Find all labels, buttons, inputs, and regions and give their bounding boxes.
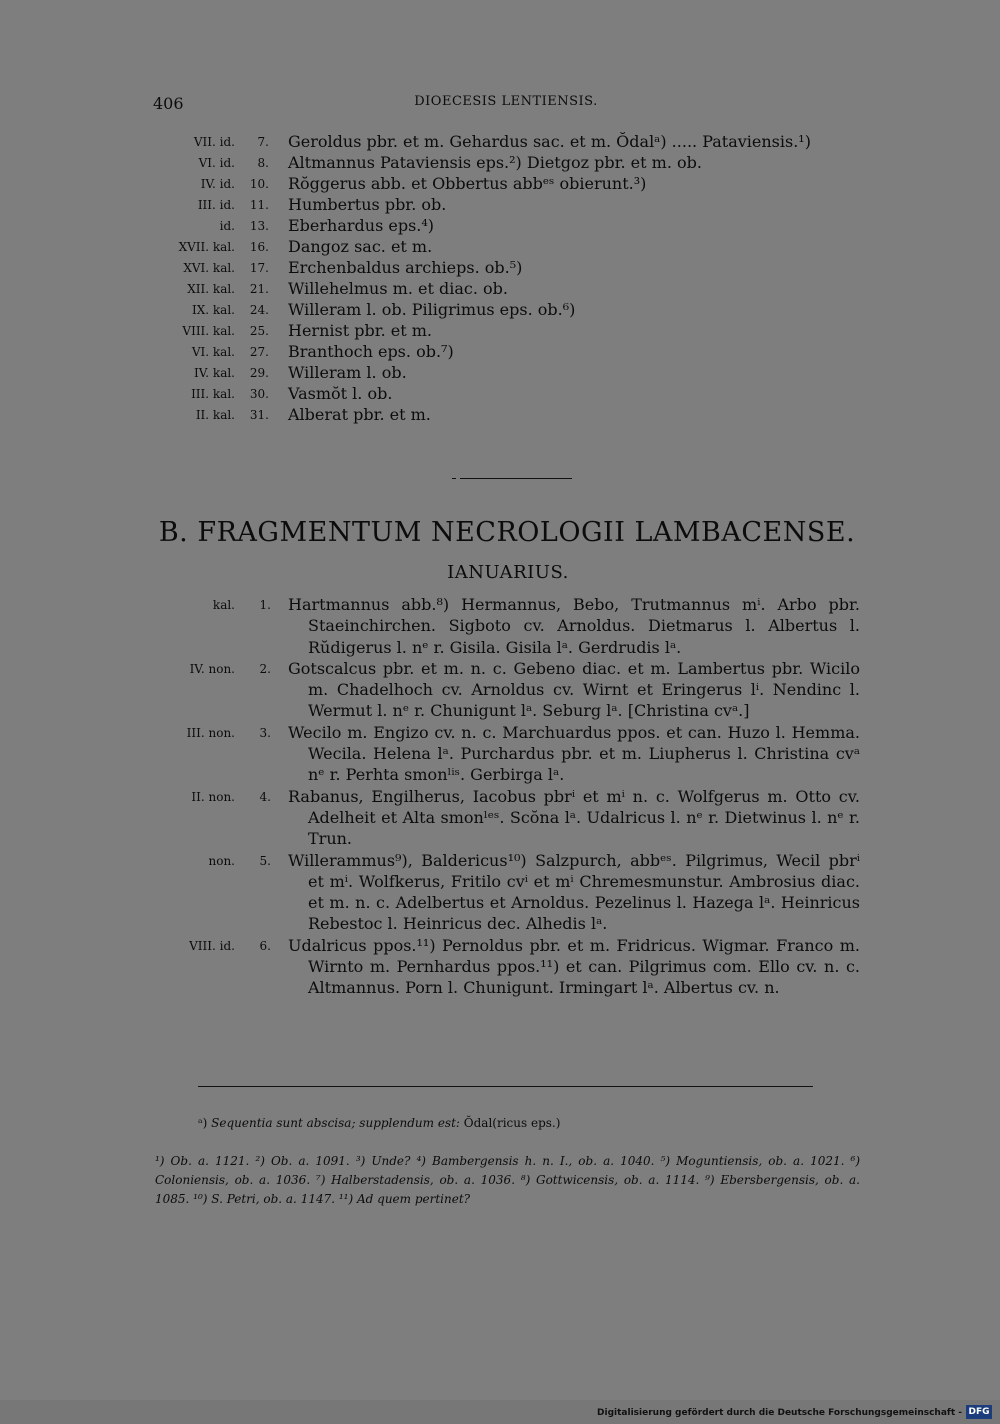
footnote-a-mark: ᵃ) [198,1116,208,1130]
entry-day-number: 6. [259,938,271,953]
entry-text: Dangoz sac. et m. [288,237,433,256]
entry-text: Geroldus pbr. et m. Gehardus sac. et m. Ŏdalᵃ) ..... Pataviensis.¹) [288,132,811,151]
entry-text: Hartmannus abb.⁸) Hermannus, Bebo, Trutmannus mⁱ. Arbo pbr. Staeinchirchen. Sigboto cv. Arnoldus. Dietmarus l. Albertus l. Rŭdigerus l. nᵉ r. Gisila. Gisila lᵃ. Gerdrudis lᵃ. [288,595,860,657]
entry-date: non. [208,853,235,868]
footnote-a-text: Sequentia sunt abscisa; supplendum est: [211,1116,460,1130]
entry-date: kal. [212,598,235,612]
entry-date: id. [219,219,235,233]
necrology-entry [0,786,1000,850]
entry-date: VI. id. [198,156,235,170]
footnote-a-supplement: Ŏdal(ricus eps.) [463,1116,561,1130]
dfg-credit: Digitalisierung gefördert durch die Deutsche Forschungsgemeinschaft - [597,1408,962,1418]
necrology-entry [0,850,1000,935]
entry-day-number: 31. [249,408,269,422]
necrology-entry [0,658,1000,722]
entry-day-number: 30. [249,387,269,401]
necrology-list-b [0,594,1000,999]
entry-day-number: 8. [257,156,269,170]
entry-date: VII. id. [193,135,235,149]
necrology-entry [0,257,1000,278]
entry-date: VIII. kal. [182,324,235,338]
entry-text: Gotscalcus pbr. et m. n. c. Gebeno diac. et m. Lambertus pbr. Wicilo m. Chadelhoch cv. Arnoldus cv. Wirnt et Eringerus lⁱ. Nendinc l. Wermut l. nᵉ r. Chunigunt lᵃ. Seburg lᵃ. [Christina cvᵃ.] [288,658,860,721]
entry-day-number: 4. [259,789,271,804]
footnotes: ¹) Ob. a. 1121. ²) Ob. a. 1091. ³) Unde? ⁴) Bambergensis h. n. I., ob. a. 1040. ⁵) Moguntiensis, ob. a. 1021. ⁶) Coloniensis, ob. a. 1036. ⁷) Halberstadensis, ob. a. 1036. ⁸) Gottwicensis, ob. a. 1114. ⁹) Ebersbergensis, ob. a. 1085. ¹⁰) S. Petri, ob. a. 1147. ¹¹) Ad quem pertinet? [155,1154,860,1206]
section-divider-gap [442,478,452,479]
entry-day-number: 7. [257,135,269,149]
entry-text: Rabanus, Engilherus, Iacobus pbrⁱ et mⁱ n. c. Wolfgerus m. Otto cv. Adelheit et Alta smonˡᵉˢ. Scŏna lᵃ. Udalricus l. nᵉ r. Dietwinus l. nᵉ r. Trun. [288,786,860,849]
entry-date: III. kal. [191,387,235,401]
necrology-list-a [0,131,1000,425]
entry-text: Alberat pbr. et m. [288,405,431,424]
entry-text: Willeram l. ob. [288,363,407,382]
entry-day-number: 17. [249,261,269,275]
necrology-entry [0,722,1000,786]
entry-text: Vasmŏt l. ob. [288,384,393,403]
necrology-entry [0,935,1000,999]
necrology-entry [0,215,1000,236]
necrology-entry [0,194,1000,215]
entry-day-number: 1. [259,598,271,612]
necrology-entry [0,131,1000,152]
necrology-entry [0,404,1000,425]
entry-day-number: 24. [249,303,269,317]
entry-date: VI. kal. [191,345,235,359]
entry-date: IV. non. [189,661,235,676]
necrology-entry [0,236,1000,257]
entry-text: Eberhardus eps.⁴) [288,216,435,235]
entry-text: Hernist pbr. et m. [288,321,433,340]
footnote-a [198,1116,560,1130]
entry-text: Erchenbaldus archieps. ob.⁵) [288,258,523,277]
entry-day-number: 27. [249,345,269,359]
necrology-entry [0,152,1000,173]
running-title: DIOECESIS LENTIENSIS. [414,94,598,109]
entry-day-number: 13. [249,219,269,233]
entry-date: XII. kal. [187,282,235,296]
entry-day-number: 3. [259,725,271,740]
necrology-entry [0,341,1000,362]
section-divider [442,478,572,479]
necrology-entry [0,320,1000,341]
necrology-entry [0,299,1000,320]
entry-text: Branthoch eps. ob.⁷) [288,342,454,361]
necrology-entry [0,594,1000,658]
entry-day-number: 25. [249,324,269,338]
dfg-logo: DFG [966,1405,992,1419]
page-number: 406 [153,94,184,113]
entry-date: XVI. kal. [183,261,235,275]
entry-date: VIII. id. [189,938,235,953]
section-divider-gap [456,478,460,479]
entry-text: Udalricus ppos.¹¹) Pernoldus pbr. et m. Fridricus. Wigmar. Franco m. Wirnto m. Pernhardus ppos.¹¹) et can. Pilgrimus com. Ello cv. n. c. Altmannus. Porn l. Chunigunt. Irmingart lᵃ. Albertus cv. n. [288,935,860,998]
necrology-entry [0,173,1000,194]
section-title: B. FRAGMENTUM NECROLOGII LAMBACENSE. [158,517,856,548]
entry-day-number: 5. [259,853,271,868]
entry-text: Altmannus Pataviensis eps.²) Dietgoz pbr. et m. ob. [288,153,702,172]
footnote-divider [198,1086,813,1087]
entry-date: III. id. [197,198,235,212]
entry-text: Willehelmus m. et diac. ob. [288,279,508,298]
entry-text: Humbertus pbr. ob. [288,195,447,214]
entry-day-number: 2. [259,661,271,676]
entry-date: II. non. [191,789,235,804]
entry-text: Willeram l. ob. Piligrimus eps. ob.⁶) [288,300,576,319]
entry-date: XVII. kal. [178,240,235,254]
entry-text: Willerammus⁹), Baldericus¹⁰) Salzpurch, abbᵉˢ. Pilgrimus, Wecil pbrⁱ et mⁱ. Wolfkerus, Fritilo cvⁱ et mⁱ Chremesmunstur. Ambrosius diac. et m. n. c. Adelbertus et Arnoldus. Pezelinus l. Hazega lᵃ. Heinricus Rebestoc l. Heinricus dec. Alhedis lᵃ. [288,850,860,934]
entry-day-number: 21. [249,282,269,296]
entry-day-number: 16. [249,240,269,254]
necrology-entry [0,383,1000,404]
month-title: IANUARIUS. [447,562,569,583]
entry-date: IV. id. [200,177,235,191]
entry-text: Rŏggerus abb. et Obbertus abbᵉˢ obierunt.³) [288,174,647,193]
entry-day-number: 29. [249,366,269,380]
entry-text: Wecilo m. Engizo cv. n. c. Marchuardus ppos. et can. Huzo l. Hemma. Wecila. Helena lᵃ. Purchardus pbr. et m. Liupherus l. Christina cvᵃ nᵉ r. Perhta smonˡⁱˢ. Gerbirga lᵃ. [288,722,860,785]
entry-date: IV. kal. [193,366,235,380]
entry-day-number: 11. [249,198,269,212]
entry-day-number: 10. [249,177,269,191]
entry-date: II. kal. [195,408,235,422]
necrology-entry [0,278,1000,299]
entry-date: IX. kal. [192,303,235,317]
necrology-entry [0,362,1000,383]
entry-date: III. non. [186,725,235,740]
